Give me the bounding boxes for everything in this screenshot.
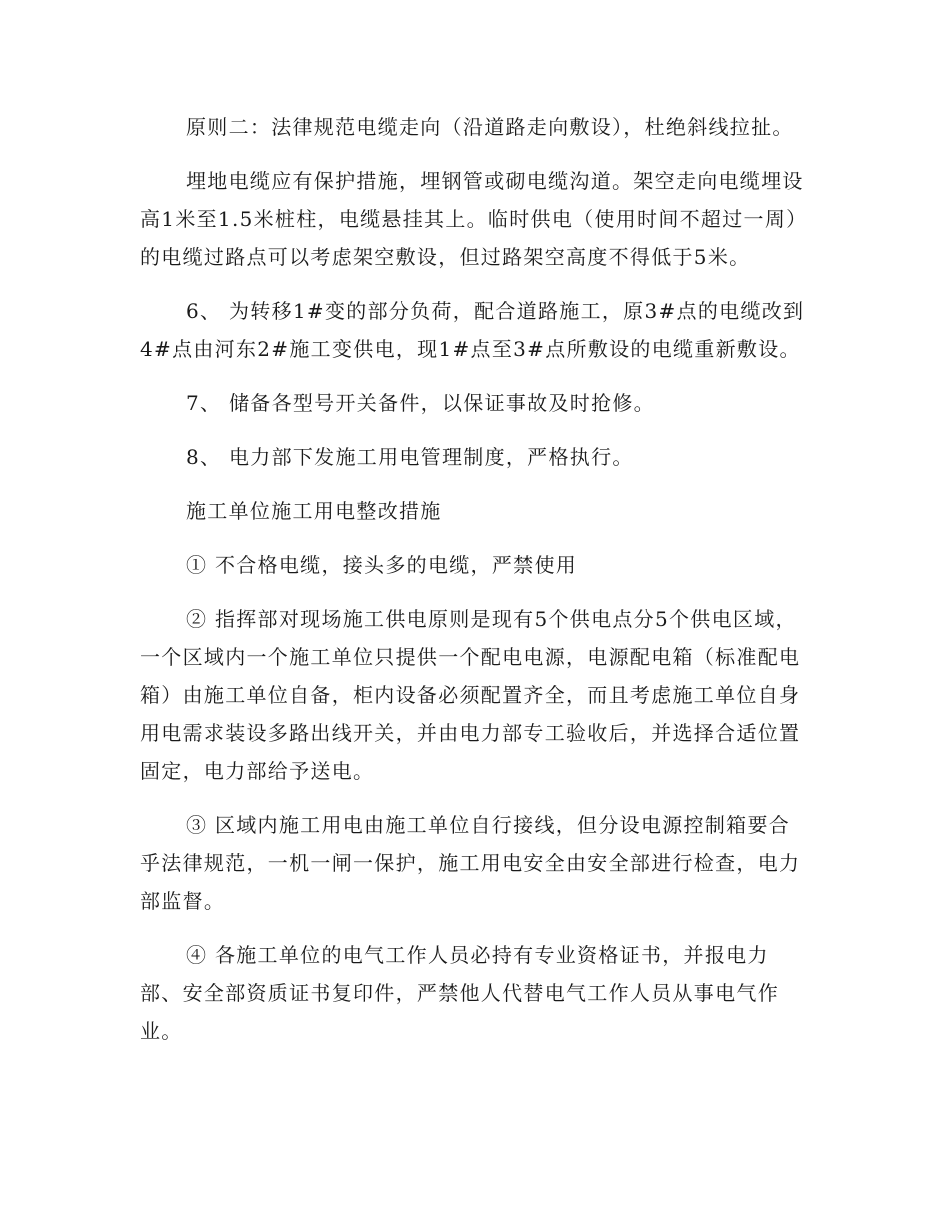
paragraph-measure-3: ③ 区域内施工用电由施工单位自行接线，但分设电源控制箱要合乎法律规范，一机一闸一保护，施工用电安全由安全部进行检查，电力部监督。: [140, 813, 801, 913]
paragraph-principle-two: 原则二：法律规范电缆走向（沿道路走向敷设），杜绝斜线拉扯。: [186, 115, 794, 139]
document-body: [140, 108, 810, 1066]
paragraph-measure-1: ① 不合格电缆，接头多的电缆，严禁使用: [186, 553, 578, 577]
paragraph-item-7: 7、 储备各型号开关备件，以保证事故及时抢修。: [186, 391, 655, 415]
paragraph-measure-4: ④ 各施工单位的电气工作人员必持有专业资格证书，并报电力部、安全部资质证书复印件，严禁他人代替电气工作人员从事电气作业。: [140, 943, 779, 1043]
section-heading-rectification-measures: 施工单位施工用电整改措施: [186, 499, 442, 523]
paragraph-item-6: 6、 为转移1#变的部分负荷，配合道路施工，原3#点的电缆改到4#点由河东2#施工变供电，现1#点至3#点所敷设的电缆重新敷设。: [140, 299, 805, 361]
paragraph-buried-cable: 埋地电缆应有保护措施，埋钢管或砌电缆沟道。架空走向电缆埋设高1米至1.5米桩柱，电缆悬挂其上。临时供电（使用时间不超过一周）的电缆过路点可以考虑架空敷设，但过路架空高度不得低于5米。: [140, 169, 808, 269]
paragraph-item-8: 8、 电力部下发施工用电管理制度，严格执行。: [186, 445, 634, 469]
paragraph-measure-2: ② 指挥部对现场施工供电原则是现有5个供电点分5个供电区域，一个区域内一个施工单位只提供一个配电电源，电源配电箱（标准配电箱）由施工单位自备，柜内设备必须配置齐全，而且考虑施工单位自身用电需求装设多路出线开关，并由电力部专工验收后，并选择合适位置固定，电力部给予送电。: [140, 607, 801, 783]
